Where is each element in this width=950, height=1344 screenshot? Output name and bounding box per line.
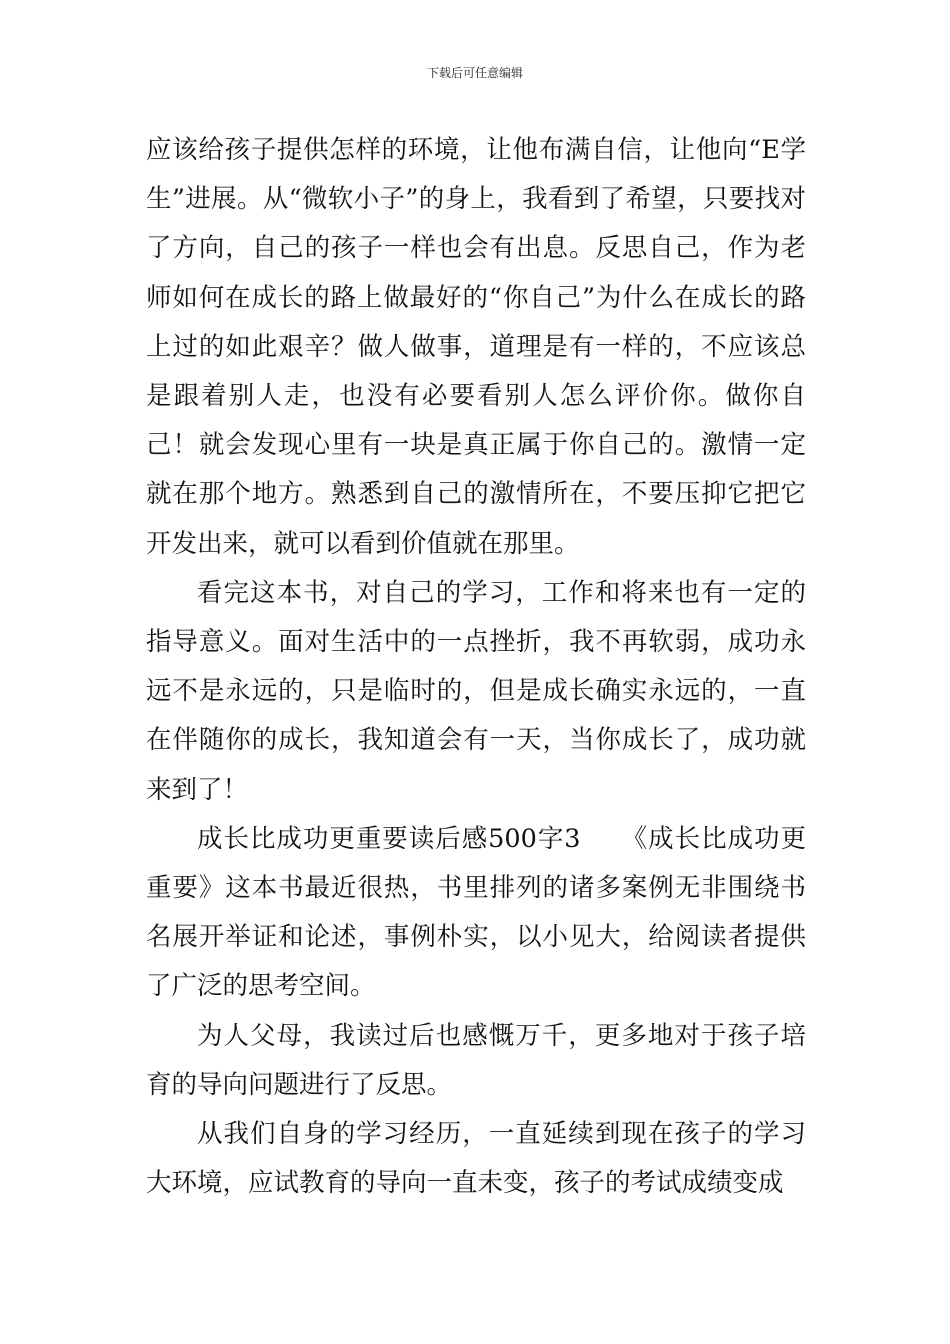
paragraph-3: 成长比成功更重要读后感500字3 《成长比成功更重要》这本书最近很热，书里排列的诸多案例无非围绕书名展开举证和论述，事例朴实，以小见大，给阅读者提供了广泛的思考空间。 bbox=[146, 823, 806, 1002]
paragraph-1: 应该给孩子提供怎样的环境，让他布满自信，让他向“E学生”进展。从“微软小子”的身上，我看到了希望，只要找对了方向，自己的孩子一样也会有出息。反思自己，作为老师如何在成长的路上做最好的“你自己”为什么在成长的路上过的如此艰辛？做人做事，道理是有一样的，不应该总是跟着别人走，也没有必要看别人怎么评价你。做你自己！就会发现心里有一块是真正属于你自己的。激情一定就在那个地方。熟悉到自己的激情所在，不要压抑它把它开发出来，就可以看到价值就在那里。 bbox=[146, 135, 806, 559]
paragraph-2: 看完这本书，对自己的学习，工作和将来也有一定的指导意义。面对生活中的一点挫折，我不再软弱，成功永远不是永远的，只是临时的，但是成长确实永远的，一直在伴随你的成长，我知道会有一天，当你成长了，成功就来到了！ bbox=[146, 577, 806, 805]
document-body bbox=[146, 126, 806, 1208]
paragraph-5: 从我们自身的学习经历，一直延续到现在孩子的学习大环境，应试教育的导向一直未变，孩子的考试成绩变成 bbox=[146, 1119, 806, 1199]
paragraph-4: 为人父母，我读过后也感慨万千，更多地对于孩子培育的导向问题进行了反思。 bbox=[146, 1020, 806, 1100]
page-header bbox=[0, 64, 950, 82]
header-text: 下载后可任意编辑 bbox=[426, 66, 523, 80]
